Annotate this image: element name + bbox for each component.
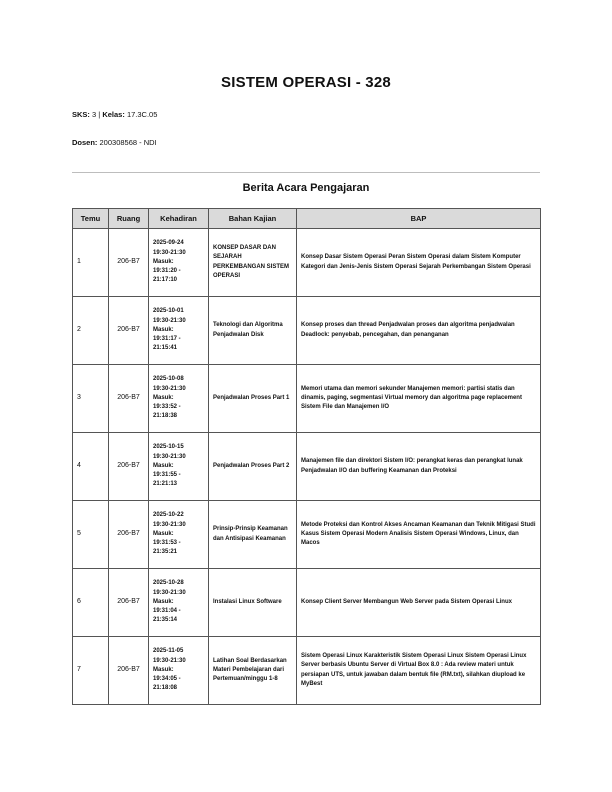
cell-kehadiran — [149, 433, 209, 501]
cell-bap: Manajemen file dan direktori Sistem I/O: perangkat keras dan perangkat lunak Penjadwalan I/O dan buffering Keamanan dan Proteksi — [297, 433, 541, 501]
header-kehadiran: Kehadiran — [149, 209, 209, 229]
kehadiran-masuk-label: Masuk: — [153, 666, 174, 673]
table-row — [73, 365, 541, 433]
sks-label: SKS: — [72, 110, 90, 119]
kehadiran-masuk: 19:31:53 - — [153, 540, 181, 547]
kehadiran-time: 19:30-21:30 — [153, 657, 186, 664]
kehadiran-masuk-label: Masuk: — [153, 462, 174, 469]
cell-bahan-kajian: Teknologi dan Algoritma Penjadwalan Disk — [209, 297, 297, 365]
kelas-value: 17.3C.05 — [126, 110, 158, 119]
kehadiran-keluar: 21:21:13 — [153, 481, 178, 488]
kehadiran-masuk: 19:31:20 - — [153, 268, 181, 275]
cell-bap: Metode Proteksi dan Kontrol Akses Ancaman Keamanan dan Teknik Mitigasi Studi Kasus Sistem Operasi Modern Analisis Sistem Operasi Windows, Linux, dan Macos — [297, 501, 541, 569]
cell-bap: Memori utama dan memori sekunder Manajemen memori: partisi statis dan dinamis, paging, segmentasi Virtual memory dan algoritma page replacement Sistem File dan Manajemen I/O — [297, 365, 541, 433]
cell-kehadiran — [149, 637, 209, 705]
kehadiran-keluar: 21:18:08 — [153, 685, 178, 692]
table-row — [73, 297, 541, 365]
header-bap: BAP — [297, 209, 541, 229]
header-bahan-kajian: Bahan Kajian — [209, 209, 297, 229]
cell-bahan-kajian: Penjadwalan Proses Part 2 — [209, 433, 297, 501]
cell-bap: Sistem Operasi Linux Karakteristik Sistem Operasi Linux Sistem Operasi Linux Server berbasis Ubuntu Server di Virtual Box 8.0 : Ada review materi untuk persiapan UTS, untuk jawaban dalam bentuk file (RM.txt), silahkan diupload ke MyBest — [297, 637, 541, 705]
kehadiran-date: 2025-09-24 — [153, 240, 184, 247]
dosen-label: Dosen: — [72, 138, 98, 147]
cell-kehadiran — [149, 365, 209, 433]
kehadiran-masuk: 19:34:05 - — [153, 676, 181, 683]
kehadiran-masuk: 19:31:55 - — [153, 472, 181, 479]
table-row — [73, 569, 541, 637]
cell-bahan-kajian: Prinsip-Prinsip Keamanan dan Antisipasi Keamanan — [209, 501, 297, 569]
cell-ruang: 206-B7 — [109, 297, 149, 365]
kehadiran-keluar: 21:17:10 — [153, 277, 178, 284]
bap-table — [72, 208, 541, 705]
kehadiran-masuk: 19:31:17 - — [153, 336, 181, 343]
divider — [72, 172, 540, 173]
cell-bahan-kajian: Penjadwalan Proses Part 1 — [209, 365, 297, 433]
kehadiran-keluar: 21:15:41 — [153, 345, 178, 352]
kehadiran-date: 2025-10-15 — [153, 444, 184, 451]
cell-bahan-kajian: KONSEP DASAR DAN SEJARAH PERKEMBANGAN SISTEM OPERASI — [209, 229, 297, 297]
cell-kehadiran — [149, 229, 209, 297]
cell-bap: Konsep Client Server Membangun Web Server pada Sistem Operasi Linux — [297, 569, 541, 637]
cell-ruang: 206-B7 — [109, 229, 149, 297]
cell-bap: Konsep Dasar Sistem Operasi Peran Sistem Operasi dalam Sistem Komputer Kategori dan Jenis-Jenis Sistem Operasi Sejarah Perkembangan Sistem Operasi — [297, 229, 541, 297]
kehadiran-time: 19:30-21:30 — [153, 317, 186, 324]
lecturer-info — [72, 138, 157, 147]
kehadiran-date: 2025-10-08 — [153, 376, 184, 383]
header-ruang: Ruang — [109, 209, 149, 229]
cell-temu: 2 — [73, 297, 109, 365]
cell-ruang: 206-B7 — [109, 569, 149, 637]
section-title: Berita Acara Pengajaran — [242, 182, 370, 194]
cell-bahan-kajian: Latihan Soal Berdasarkan Materi Pembelajaran dari Pertemuan/minggu 1-8 — [209, 637, 297, 705]
cell-temu: 1 — [73, 229, 109, 297]
kehadiran-masuk-label: Masuk: — [153, 530, 174, 537]
kehadiran-keluar: 21:35:21 — [153, 549, 178, 556]
kehadiran-time: 19:30-21:30 — [153, 453, 186, 460]
kehadiran-date: 2025-10-28 — [153, 580, 184, 587]
kehadiran-masuk-label: Masuk: — [153, 326, 174, 333]
class-info — [72, 110, 157, 119]
document-title: SISTEM OPERASI - 328 — [221, 74, 391, 91]
kehadiran-keluar: 21:18:38 — [153, 413, 178, 420]
table-row — [73, 433, 541, 501]
table-row — [73, 637, 541, 705]
cell-bap: Konsep proses dan thread Penjadwalan proses dan algoritma penjadwalan Deadlock: penyebab, pencegahan, dan penanganan — [297, 297, 541, 365]
kehadiran-masuk: 19:31:04 - — [153, 608, 181, 615]
kehadiran-time: 19:30-21:30 — [153, 385, 186, 392]
cell-ruang: 206-B7 — [109, 365, 149, 433]
kehadiran-masuk-label: Masuk: — [153, 394, 174, 401]
table-row — [73, 501, 541, 569]
cell-ruang: 206-B7 — [109, 637, 149, 705]
kelas-label: Kelas: — [102, 110, 125, 119]
separator: | — [98, 110, 101, 119]
header-temu: Temu — [73, 209, 109, 229]
kehadiran-masuk-label: Masuk: — [153, 598, 174, 605]
cell-temu: 6 — [73, 569, 109, 637]
cell-kehadiran — [149, 569, 209, 637]
cell-kehadiran — [149, 297, 209, 365]
kehadiran-keluar: 21:35:14 — [153, 617, 178, 624]
cell-temu: 5 — [73, 501, 109, 569]
kehadiran-date: 2025-10-01 — [153, 308, 184, 315]
cell-temu: 7 — [73, 637, 109, 705]
kehadiran-date: 2025-11-05 — [153, 648, 184, 655]
dosen-value: 200308568 - NDI — [99, 138, 157, 147]
table-row — [73, 229, 541, 297]
cell-ruang: 206-B7 — [109, 501, 149, 569]
table-header-row — [73, 209, 541, 229]
kehadiran-date: 2025-10-22 — [153, 512, 184, 519]
kehadiran-masuk: 19:33:52 - — [153, 404, 181, 411]
cell-temu: 3 — [73, 365, 109, 433]
kehadiran-time: 19:30-21:30 — [153, 521, 186, 528]
kehadiran-masuk-label: Masuk: — [153, 258, 174, 265]
cell-temu: 4 — [73, 433, 109, 501]
sks-value: 3 — [92, 110, 97, 119]
cell-bahan-kajian: Instalasi Linux Software — [209, 569, 297, 637]
kehadiran-time: 19:30-21:30 — [153, 249, 186, 256]
kehadiran-time: 19:30-21:30 — [153, 589, 186, 596]
cell-kehadiran — [149, 501, 209, 569]
cell-ruang: 206-B7 — [109, 433, 149, 501]
